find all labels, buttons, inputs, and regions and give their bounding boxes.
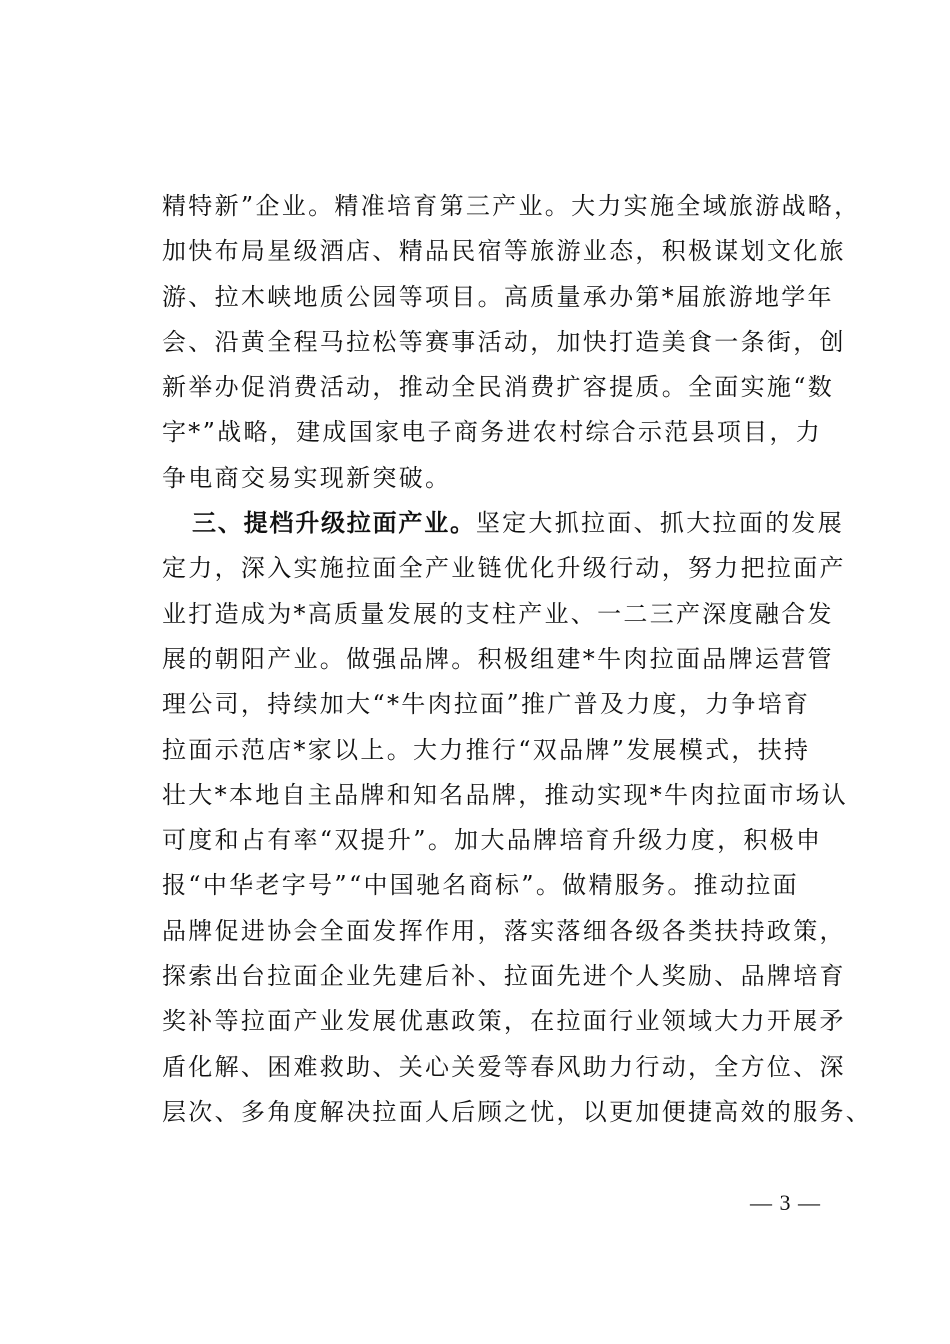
section-heading-line xyxy=(162,501,845,546)
text-line: 可度和占有率“双提升”。加大品牌培育升级力度，积极申 xyxy=(162,826,823,855)
text-line: 新举办促消费活动，推动全民消费扩容提质。全面实施“数 xyxy=(162,373,835,402)
text-line: 拉面示范店*家以上。大力推行“双品牌”发展模式，扶持 xyxy=(162,735,811,764)
text-line: 理公司，持续加大“*牛肉拉面”推广普及力度，力争培育 xyxy=(162,690,811,719)
section-heading-rest: 坚定大抓拉面、抓大拉面的发展 xyxy=(475,509,845,538)
section-heading: 三、提档升级拉面产业。 xyxy=(192,509,476,538)
text-line: 定力，深入实施拉面全产业链优化升级行动，努力把拉面产 xyxy=(162,554,846,583)
text-line: 会、沿黄全程马拉松等赛事活动，加快打造美食一条街，创 xyxy=(162,327,846,356)
document-body xyxy=(162,184,873,1135)
text-line: 业打造成为*高质量发展的支柱产业、一二三产深度融合发 xyxy=(162,599,834,628)
page-number: — 3 — xyxy=(750,1190,821,1215)
text-line: 展的朝阳产业。做强品牌。积极组建*牛肉拉面品牌运营管 xyxy=(162,644,834,673)
text-line: 探索出台拉面企业先建后补、拉面先进个人奖励、品牌培育 xyxy=(162,962,846,991)
text-line: 层次、多角度解决拉面人后顾之忧，以更加便捷高效的服务、 xyxy=(162,1097,873,1126)
text-line: 精特新”企业。精准培育第三产业。大力实施全域旅游战略， xyxy=(162,192,861,220)
text-line: 加快布局星级酒店、精品民宿等旅游业态，积极谋划文化旅 xyxy=(162,237,846,266)
text-line: 品牌促进协会全面发挥作用，落实落细各级各类扶持政策， xyxy=(162,916,846,945)
text-line: 奖补等拉面产业发展优惠政策，在拉面行业领域大力开展矛 xyxy=(162,1007,846,1036)
text-line: 报“中华老字号”“中国驰名商标”。做精服务。推动拉面 xyxy=(162,871,799,900)
text-line: 壮大*本地自主品牌和知名品牌，推动实现*牛肉拉面市场认 xyxy=(162,780,849,809)
text-line: 争电商交易实现新突破。 xyxy=(162,463,452,492)
text-line: 游、拉木峡地质公园等项目。高质量承办第*届旅游地学年 xyxy=(162,282,834,311)
text-line: 盾化解、困难救助、关心关爱等春风助力行动，全方位、深 xyxy=(162,1052,846,1081)
text-line: 字*”战略，建成国家电子商务进农村综合示范县项目，力 xyxy=(162,418,823,447)
